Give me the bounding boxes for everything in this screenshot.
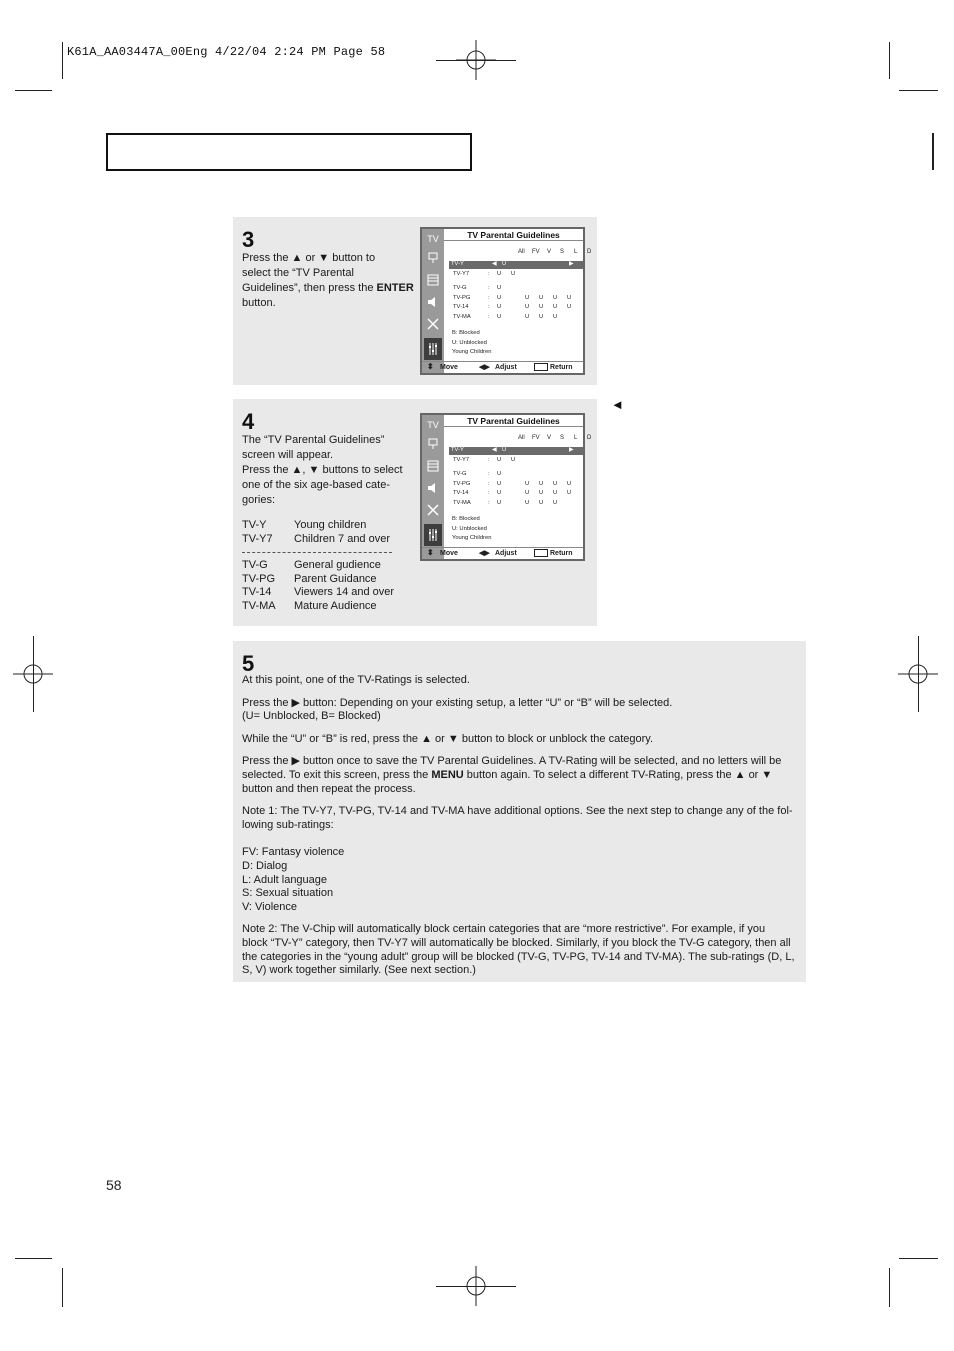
colon: :	[488, 285, 490, 291]
text-line: Press the ▲, ▼ buttons to select	[242, 464, 403, 476]
rating-value: U	[497, 490, 502, 496]
rating-name: TV-Y	[451, 447, 464, 453]
crop-mark	[436, 60, 516, 61]
right-arrow-icon: ▶	[569, 447, 574, 453]
setup-icon	[424, 524, 442, 546]
crop-mark	[62, 1268, 63, 1307]
section-title-box	[106, 133, 472, 171]
rating-name: TV-14	[453, 304, 469, 310]
text-span: Guidelines”, then press the	[242, 282, 377, 294]
list-item: V: Violence	[242, 900, 298, 913]
rating-value: U	[567, 304, 572, 310]
crop-mark	[899, 90, 938, 91]
rating-code: TV-PG	[242, 572, 276, 585]
rating-value: U	[525, 500, 530, 506]
menu-key-label: MENU	[431, 768, 464, 781]
rating-name: TV-PG	[453, 295, 471, 301]
channel-icon	[424, 501, 442, 519]
column-header: D	[587, 435, 592, 441]
colon: :	[488, 481, 490, 487]
rating-name: TV-MA	[453, 314, 471, 320]
colon: :	[488, 471, 490, 477]
rating-code: TV-Y	[242, 519, 267, 531]
crop-mark	[932, 133, 934, 170]
rating-category-list	[242, 519, 394, 613]
rating-value: U	[525, 490, 530, 496]
dashed-divider	[242, 552, 392, 553]
rating-row[interactable]	[450, 295, 582, 303]
column-header: V	[547, 249, 552, 255]
adjust-label: Adjust	[495, 364, 517, 371]
move-label: Move	[440, 364, 458, 371]
tv-menu-footer	[422, 361, 583, 373]
rating-value: U	[553, 481, 558, 487]
tv-input-icon: TV	[427, 234, 439, 244]
list-item: D: Dialog	[242, 859, 288, 872]
colon: :	[488, 490, 490, 496]
column-header: All	[518, 249, 525, 255]
rating-name: TV-PG	[453, 481, 471, 487]
rating-value: U	[539, 314, 544, 320]
text-line: the categories in the “young adult” group will be blocked (TV-G, TV-PG, TV-14 and TV-MA). The sub-ratings (D, L,	[242, 950, 795, 963]
rating-value: U	[539, 481, 544, 487]
antenna-icon	[424, 435, 442, 453]
text-line: The “TV Parental Guidelines”	[242, 434, 385, 446]
rating-value: U	[567, 490, 572, 496]
list-item	[242, 573, 394, 587]
text-line: one of the six age-based cate-	[242, 479, 390, 491]
tv-menu-sidebar	[422, 229, 444, 373]
crop-mark	[33, 636, 34, 712]
right-arrow-icon: ▶	[569, 261, 574, 267]
colon: :	[488, 457, 490, 463]
move-icon: ⬍	[427, 362, 434, 371]
return-label: Return	[550, 550, 573, 557]
rating-code: TV-Y7	[242, 532, 273, 545]
legend-item: U: Unblocked	[452, 525, 487, 532]
colon: :	[488, 304, 490, 310]
rating-row[interactable]	[450, 481, 582, 489]
legend-item: B: Blocked	[452, 330, 480, 336]
rating-value: U	[553, 500, 558, 506]
list-item: L: Adult language	[242, 873, 328, 886]
rating-value: U	[525, 481, 530, 487]
rating-row[interactable]	[450, 500, 582, 508]
return-icon	[534, 549, 548, 557]
rating-value: U	[567, 295, 572, 301]
text-line: button.	[242, 297, 276, 309]
sound-icon	[424, 479, 442, 497]
text-line: Note 2: The V-Chip will automatically block certain categories that are “more restrictive”. For example, if you	[242, 923, 766, 936]
crop-mark	[436, 1286, 516, 1287]
crop-mark	[62, 42, 63, 79]
text-line	[242, 281, 414, 296]
crop-mark	[15, 1258, 52, 1259]
text-line: Press the ▶ button once to save the TV Parental Guidelines. A TV-Rating will be selected, and no letters will be	[242, 755, 782, 768]
tv-screen	[420, 227, 592, 375]
rating-value: U	[525, 304, 530, 310]
text-line: Press the ▲ or ▼ button to	[242, 252, 376, 264]
tv-input-icon: TV	[427, 420, 439, 430]
rating-value: U	[539, 295, 544, 301]
rating-value: U	[497, 271, 502, 277]
rating-name: TV-Y7	[453, 457, 470, 463]
crop-mark	[899, 1258, 938, 1259]
text-line: select the “TV Parental	[242, 267, 354, 279]
step-number: 4	[242, 409, 255, 434]
colon: :	[488, 500, 490, 506]
text-line	[242, 769, 798, 783]
rating-value: U	[525, 295, 530, 301]
rating-value: U	[553, 295, 558, 301]
colon: :	[488, 271, 490, 277]
printer-slug: K61A_AA03447A_00Eng 4/22/04 2:24 PM Page 58	[67, 45, 386, 59]
adjust-label: Adjust	[495, 550, 517, 557]
text-line: button and then repeat the process.	[242, 782, 416, 795]
column-header: All	[518, 435, 525, 441]
rating-value: U	[502, 261, 507, 267]
list-item: FV: Fantasy violence	[242, 846, 345, 859]
step-3-instructions	[242, 251, 414, 311]
tv-menu-content	[444, 415, 592, 559]
rating-value: U	[497, 304, 502, 310]
rating-description: Parent Guidance	[294, 572, 377, 585]
text-span: button again. To select a different TV-Rating, press the ▲ or ▼	[463, 768, 773, 781]
left-arrow-icon: ◀	[492, 447, 497, 453]
legend-item: Young Children	[452, 535, 492, 541]
rating-row[interactable]	[449, 261, 583, 269]
colon: :	[488, 314, 490, 320]
page-number: 58	[106, 1177, 122, 1193]
text-span: selected. To exit this screen, press the	[242, 768, 432, 781]
rating-value: U	[497, 314, 502, 320]
rating-value: U	[525, 314, 530, 320]
adjust-icon: ◀▶	[479, 550, 490, 557]
text-line: (U= Unblocked, B= Blocked)	[242, 710, 381, 723]
picture-icon	[424, 457, 442, 475]
rating-name: TV-MA	[453, 500, 471, 506]
rating-value: U	[497, 285, 502, 291]
rating-value: U	[539, 500, 544, 506]
rating-value: U	[511, 271, 516, 277]
rating-description: Viewers 14 and over	[294, 586, 395, 598]
tv-menu-title: TV Parental Guidelines	[444, 230, 583, 241]
crop-mark	[918, 636, 919, 712]
rating-row[interactable]	[450, 314, 582, 322]
adjust-icon: ◀▶	[479, 364, 490, 371]
rating-value: U	[553, 314, 558, 320]
list-item	[242, 533, 394, 547]
column-header: FV	[532, 249, 540, 255]
crop-mark	[889, 42, 890, 79]
rating-value: U	[497, 471, 502, 477]
rating-name: TV-Y	[451, 261, 464, 267]
step-4-instructions	[242, 433, 414, 508]
rating-row[interactable]	[450, 304, 582, 312]
column-header: V	[547, 435, 552, 441]
picture-icon	[424, 271, 442, 289]
rating-row[interactable]	[450, 490, 582, 498]
tv-menu-content	[444, 229, 592, 373]
column-header: S	[560, 249, 565, 255]
rating-description: Children 7 and over	[294, 532, 391, 545]
rating-value: U	[511, 457, 516, 463]
tv-menu-title: TV Parental Guidelines	[444, 416, 583, 427]
text-line: screen will appear.	[242, 449, 334, 461]
list-item	[242, 559, 394, 573]
list-item: S: Sexual situation	[242, 887, 334, 900]
legend-item: Young Children	[452, 349, 492, 355]
tv-screen	[420, 413, 592, 561]
tv-legend	[452, 515, 491, 544]
rating-description: General gudience	[294, 559, 381, 571]
colon: :	[488, 295, 490, 301]
rating-value: U	[497, 295, 502, 301]
crop-mark	[15, 90, 52, 91]
antenna-icon	[424, 249, 442, 267]
column-header: D	[587, 249, 592, 255]
column-header: S	[560, 435, 565, 441]
move-label: Move	[440, 550, 458, 557]
rating-value: U	[497, 481, 502, 487]
text-line: block “TV-Y” category, then TV-Y7 will automatically be blocked. Similarly, if you block the TV-G category, then all	[242, 936, 791, 949]
left-arrow-icon: ◀	[492, 261, 497, 267]
return-icon	[534, 363, 548, 371]
list-item	[242, 600, 394, 614]
legend-item: B: Blocked	[452, 516, 480, 522]
column-header: FV	[532, 435, 540, 441]
legend-item: U: Unblocked	[452, 339, 487, 346]
list-item	[242, 586, 394, 600]
step-5-instructions	[242, 674, 798, 978]
rating-value: U	[553, 490, 558, 496]
move-icon: ⬍	[427, 548, 434, 557]
rating-value: U	[567, 481, 572, 487]
rating-name: TV-14	[453, 490, 469, 496]
paragraph: At this point, one of the TV-Ratings is selected.	[242, 674, 470, 686]
channel-icon	[424, 315, 442, 333]
rating-value: U	[497, 500, 502, 506]
crop-mark	[889, 1268, 890, 1307]
enter-key-label: ENTER	[376, 282, 414, 294]
tv-menu-sidebar	[422, 415, 444, 559]
rating-value: U	[539, 304, 544, 310]
rating-description: Mature Audience	[294, 599, 377, 612]
rating-description: Young children	[294, 519, 367, 531]
text-line: Press the ▶ button: Depending on your existing setup, a letter “U” or “B” will be selected.	[242, 696, 673, 709]
text-line: Note 1: The TV-Y7, TV-PG, TV-14 and TV-MA have additional options. See the next step to change any of the fol-	[242, 805, 793, 818]
text-line: S, V) work together similarly. (See next section.)	[242, 964, 476, 977]
rating-row[interactable]	[450, 271, 582, 279]
rating-name: TV-Y7	[453, 271, 470, 277]
list-item	[242, 519, 394, 533]
rating-code: TV-14	[242, 586, 272, 598]
rating-row[interactable]	[450, 471, 582, 479]
rating-code: TV-G	[242, 559, 268, 571]
left-pointer-icon: ◄	[611, 397, 624, 412]
rating-row[interactable]	[450, 457, 582, 465]
return-label: Return	[550, 364, 573, 371]
rating-row[interactable]	[449, 447, 583, 455]
rating-value: U	[502, 447, 507, 453]
column-header: L	[574, 249, 578, 255]
rating-name: TV-G	[453, 285, 467, 291]
rating-value: U	[539, 490, 544, 496]
tv-legend	[452, 329, 491, 358]
column-header: L	[574, 435, 578, 441]
rating-code: TV-MA	[242, 599, 276, 612]
tv-menu-footer	[422, 547, 583, 559]
setup-icon	[424, 338, 442, 360]
rating-row[interactable]	[450, 285, 582, 293]
step-number: 3	[242, 227, 255, 252]
rating-value: U	[497, 457, 502, 463]
sound-icon	[424, 293, 442, 311]
rating-name: TV-G	[453, 471, 467, 477]
text-line: gories:	[242, 494, 276, 506]
paragraph: While the “U” or “B” is red, press the ▲ or ▼ button to block or unblock the category.	[242, 732, 654, 745]
rating-value: U	[553, 304, 558, 310]
step-number: 5	[242, 651, 255, 676]
text-line: lowing sub-ratings:	[242, 818, 334, 831]
